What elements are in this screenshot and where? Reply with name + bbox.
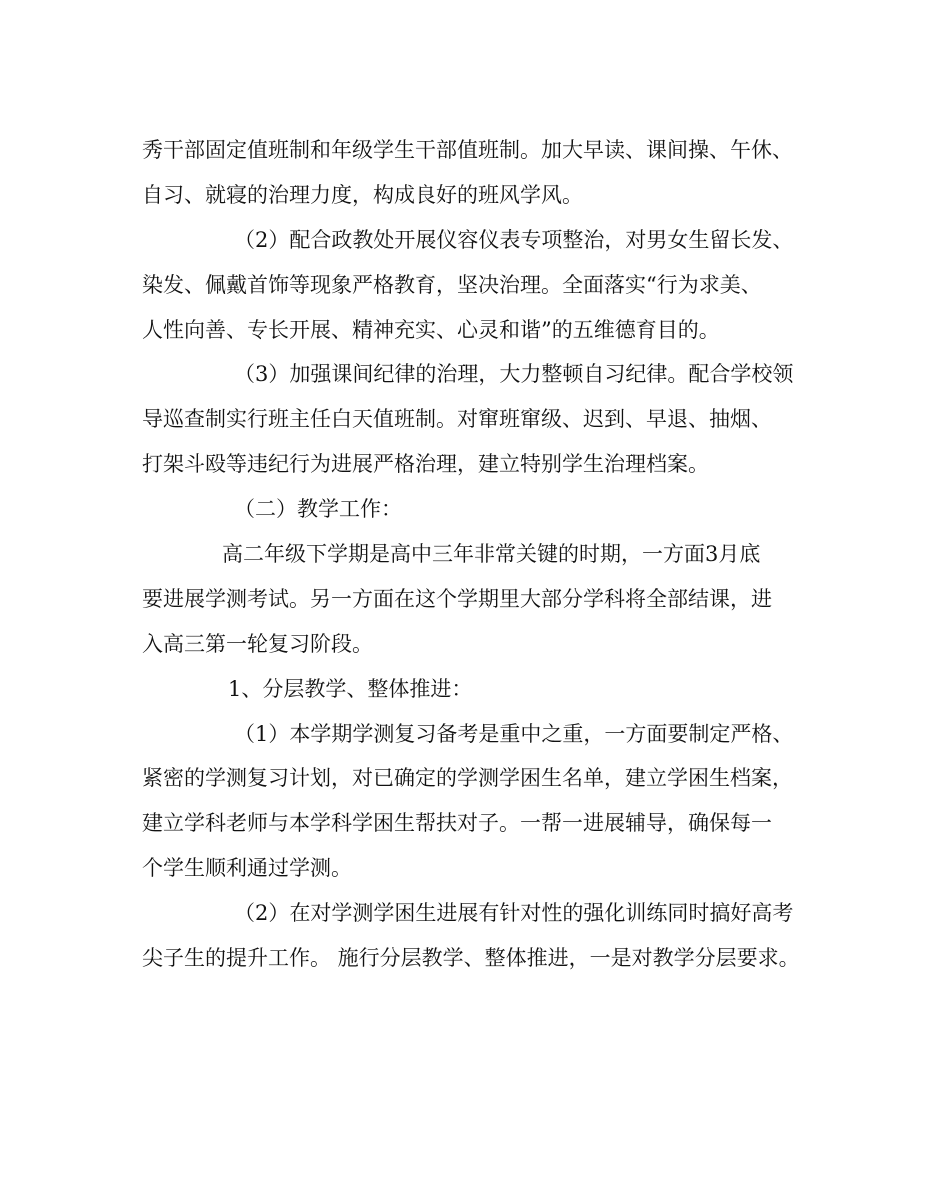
text-line: 导巡查制实行班主任白天值班制。对窜班窜级、迟到、早退、抽烟、 xyxy=(142,407,772,432)
text-line: （2）在对学测学困生进展有针对性的强化训练同时搞好高考 xyxy=(234,901,794,926)
document-body xyxy=(142,128,822,981)
text-line: （2）配合政教处开展仪容仪表专项整治，对男女生留长发、 xyxy=(234,227,794,252)
text-line: 自习、就寝的治理力度，构成良好的班风学风。 xyxy=(142,182,583,207)
text-line: 人性向善、专长开展、精神充实、心灵和谐”的五维德育目的。 xyxy=(142,317,720,342)
text-line: 要进展学测考试。另一方面在这个学期里大部分学科将全部结课，进 xyxy=(142,586,772,611)
text-line: 入高三第一轮复习阶段。 xyxy=(142,631,373,656)
subsection-heading: 1、分层教学、整体推进： xyxy=(228,676,473,701)
text-line: 秀干部固定值班制和年级学生干部值班制。加大早读、课间操、午休、 xyxy=(142,138,793,162)
text-line: 尖子生的提升工作。 施行分层教学、整体推进，一是对教学分层要求。 xyxy=(142,946,800,971)
text-line: （3）加强课间纪律的治理，大力整顿自习纪律。配合学校领 xyxy=(234,362,794,387)
text-line: 紧密的学测复习计划，对已确定的学测学困生名单，建立学困生档案， xyxy=(142,766,793,791)
text-line: （1）本学期学测复习备考是重中之重，一方面要制定严格、 xyxy=(234,721,794,746)
text-line: 打架斗殴等违纪行为进展严格治理，建立特别学生治理档案。 xyxy=(142,452,709,477)
text-line: 高二年级下学期是高中三年非常关键的时期，一方面3月底 xyxy=(222,542,761,567)
section-heading: （二）教学工作： xyxy=(234,497,402,522)
text-line: 建立学科老师与本学科学困生帮扶对子。一帮一进展辅导，确保每一 xyxy=(142,811,772,836)
text-line: 个学生顺利通过学测。 xyxy=(142,856,352,881)
text-line: 染发、佩戴首饰等现象严格教育，坚决治理。全面落实“行为求美、 xyxy=(142,272,762,297)
